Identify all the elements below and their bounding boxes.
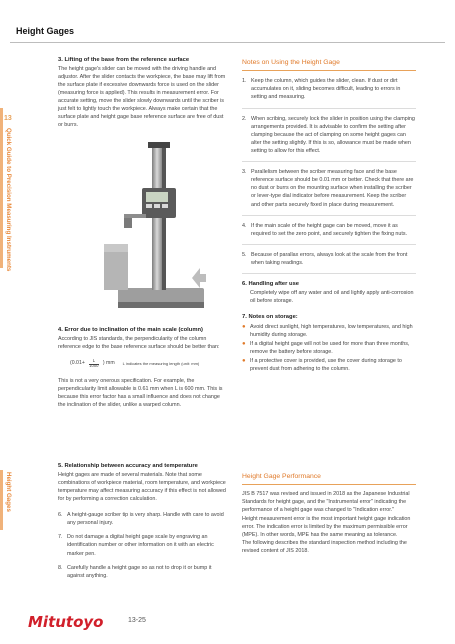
divider <box>242 273 416 274</box>
perpendicularity-formula <box>70 359 228 369</box>
section-3-title: 3. Lifting of the base from the reference surface <box>58 57 190 63</box>
list-item-number: 4. <box>242 222 247 229</box>
list-item-text: Avoid direct sunlight, high temperatures, low temperatures, and high humidity during storage. <box>250 323 413 338</box>
performance-body-2: Height measurement error is the most important height gage indication error. The indication error is limited by the maximum permissible error (MPE). In other words, MPE has the same meaning as tolerance. <box>242 515 411 538</box>
divider <box>242 161 416 162</box>
list-item <box>242 77 416 101</box>
list-item <box>242 168 416 209</box>
list-item-text: A height-gauge scriber tip is very sharp. Handle with care to avoid any personal injury. <box>67 512 224 527</box>
list-item-number: 1. <box>242 78 247 85</box>
list-item <box>242 222 416 238</box>
list-item-number: 5. <box>242 251 247 258</box>
list-item-number: 3. <box>242 169 247 176</box>
page-number: 13-25 <box>128 617 146 624</box>
list-item-text: Do not damage a digital height gage scale by engraving an identification number or other information on it with an electric marker pen. <box>67 534 214 557</box>
section-7-title: 7. Notes on storage: <box>242 313 298 320</box>
section-6-body: Completely wipe off any water and oil and lightly apply anti-corrosion oil before storage. <box>250 289 414 304</box>
formula-note: L indicates the measuring length (unit: mm) <box>122 360 200 366</box>
list-item <box>58 564 228 580</box>
performance-title: Height Gage Performance <box>242 473 321 480</box>
side-label-height-gages: Height Gages <box>5 472 12 512</box>
section-6-title: 6. Handling after use <box>242 281 300 288</box>
height-gage-illustration <box>96 140 218 316</box>
mitutoyo-logo <box>28 612 112 630</box>
list-item <box>242 340 416 356</box>
side-label-guide: Quick Guide to Precision Measuring Instruments <box>5 128 12 272</box>
list-item-number: 2. <box>242 115 247 122</box>
list-item-number: 8. <box>58 564 63 571</box>
notes-title: Notes on Using the Height Gage <box>242 59 340 66</box>
logo-text: Mitutoyo <box>28 613 104 630</box>
formula-right: ) mm <box>102 359 115 366</box>
performance-body-1: JIS B 7517 was revised and issued in 2018 as the Japanese Industrial Standards for height gage, and the "Instrumental error" indicating the performance of a height gage was changed to "Indication error." <box>242 491 410 514</box>
notes-list <box>242 77 416 274</box>
formula-fraction <box>89 359 99 369</box>
section-4-body: According to JIS standards, the perpendicularity of the column reference edge to the base reference surface should be better than: <box>58 335 220 350</box>
bullet-icon: ● <box>242 323 246 330</box>
list-item <box>242 115 416 156</box>
section-5-title: 5. Relationship between accuracy and temperature <box>58 463 198 469</box>
divider <box>242 215 416 216</box>
list-item <box>242 251 416 267</box>
side-page-number: 13 <box>4 115 12 122</box>
notes-section <box>242 58 416 373</box>
list-item-text: Because of parallax errors, always look at the scale from the front when taking readings. <box>251 251 408 266</box>
list-item <box>242 323 416 339</box>
section-5-body: Height gages are made of several materials. Note that some combinations of workpiece material, room temperature, and workpiece temperature may affect measuring accuracy if this effect is not allowed for by performing a correction calculation. <box>58 471 226 503</box>
list-item-text: If a protective cover is provided, use the cover during storage to prevent dust from adhering to the column. <box>250 358 402 373</box>
list-item-text: Parallelism between the scriber measuring face and the base reference surface should be 0.01 mm or better. Check that there are no dust or burrs on the mounting surface when installing the scriber or lever-type dial indicator before measurement. Keep the scriber and other parts securely fixed in place during measurement. <box>251 169 414 208</box>
section-4 <box>58 326 228 409</box>
side-tab-bottom <box>0 470 3 530</box>
section-3 <box>58 56 228 130</box>
section-4-body-2: This is not a very onerous specification. For example, the perpendicularity limit allowable is 0.61 mm when L is 600 mm. This is because this error factor has a small influence and does not change the inclination of the slider, unlike a warped column. <box>58 377 223 409</box>
list-item <box>58 533 228 557</box>
performance-section <box>242 472 416 555</box>
header-divider <box>10 42 445 43</box>
list-item-text: Carefully handle a height gage so as not to drop it or bump it against anything. <box>67 564 212 579</box>
formula-denominator: 1000 <box>89 363 99 369</box>
bullet-icon: ● <box>242 340 246 347</box>
formula-numerator: L <box>92 357 96 363</box>
notes-title-underline <box>242 70 416 71</box>
page-header-title: Height Gages <box>16 26 75 36</box>
list-item-text: If a digital height gage will not be used for more than three months, remove the battery before storage. <box>250 340 410 355</box>
list-item-number: 7. <box>58 534 63 541</box>
list-item <box>58 511 228 527</box>
section-3-body: The height gage's slider can be moved with the driving handle and adjustor. After the slider contacts the workpiece, the base may lift from the surface plate if excessive downwards force is used on the slider (measuring force is applied). This results in measurement error. For accurate setting, move the slider slowly downwards until the scriber is just felt to lightly touch the workpiece. Always make certain that the surface plate and height gage base reference surface are free of dust or burrs. <box>58 65 226 129</box>
side-tab-top <box>0 108 3 268</box>
caution-list <box>58 511 228 580</box>
storage-list <box>242 323 416 374</box>
divider <box>242 244 416 245</box>
list-item-text: When scribing, securely lock the slider in position using the clamping arrangements provided. It is advisable to confirm the setting after clamping because the act of clamping on some height gages can alter the setting slightly. If this is so, allowance must be made when setting to allow for this effect. <box>251 115 415 154</box>
performance-title-underline <box>242 484 416 485</box>
list-item-text: Keep the column, which guides the slider, clean. If dust or dirt accumulates on it, sliding becomes difficult, leading to errors in setting and measuring. <box>251 78 401 101</box>
section-4-title: 4. Error due to inclination of the main scale (column) <box>58 327 203 333</box>
list-item-number: 6. <box>58 512 63 519</box>
divider <box>242 108 416 109</box>
list-item-text: If the main scale of the height gage can be moved, move it as required to set the zero point, and securely tighten the fixing nuts. <box>251 222 408 237</box>
bullet-icon: ● <box>242 358 246 365</box>
formula-left: (0.01+ <box>70 359 85 366</box>
list-item <box>242 357 416 373</box>
section-5 <box>58 462 228 586</box>
performance-body-3: The following describes the standard inspection method including the revised content of JIS 2018. <box>242 539 407 554</box>
